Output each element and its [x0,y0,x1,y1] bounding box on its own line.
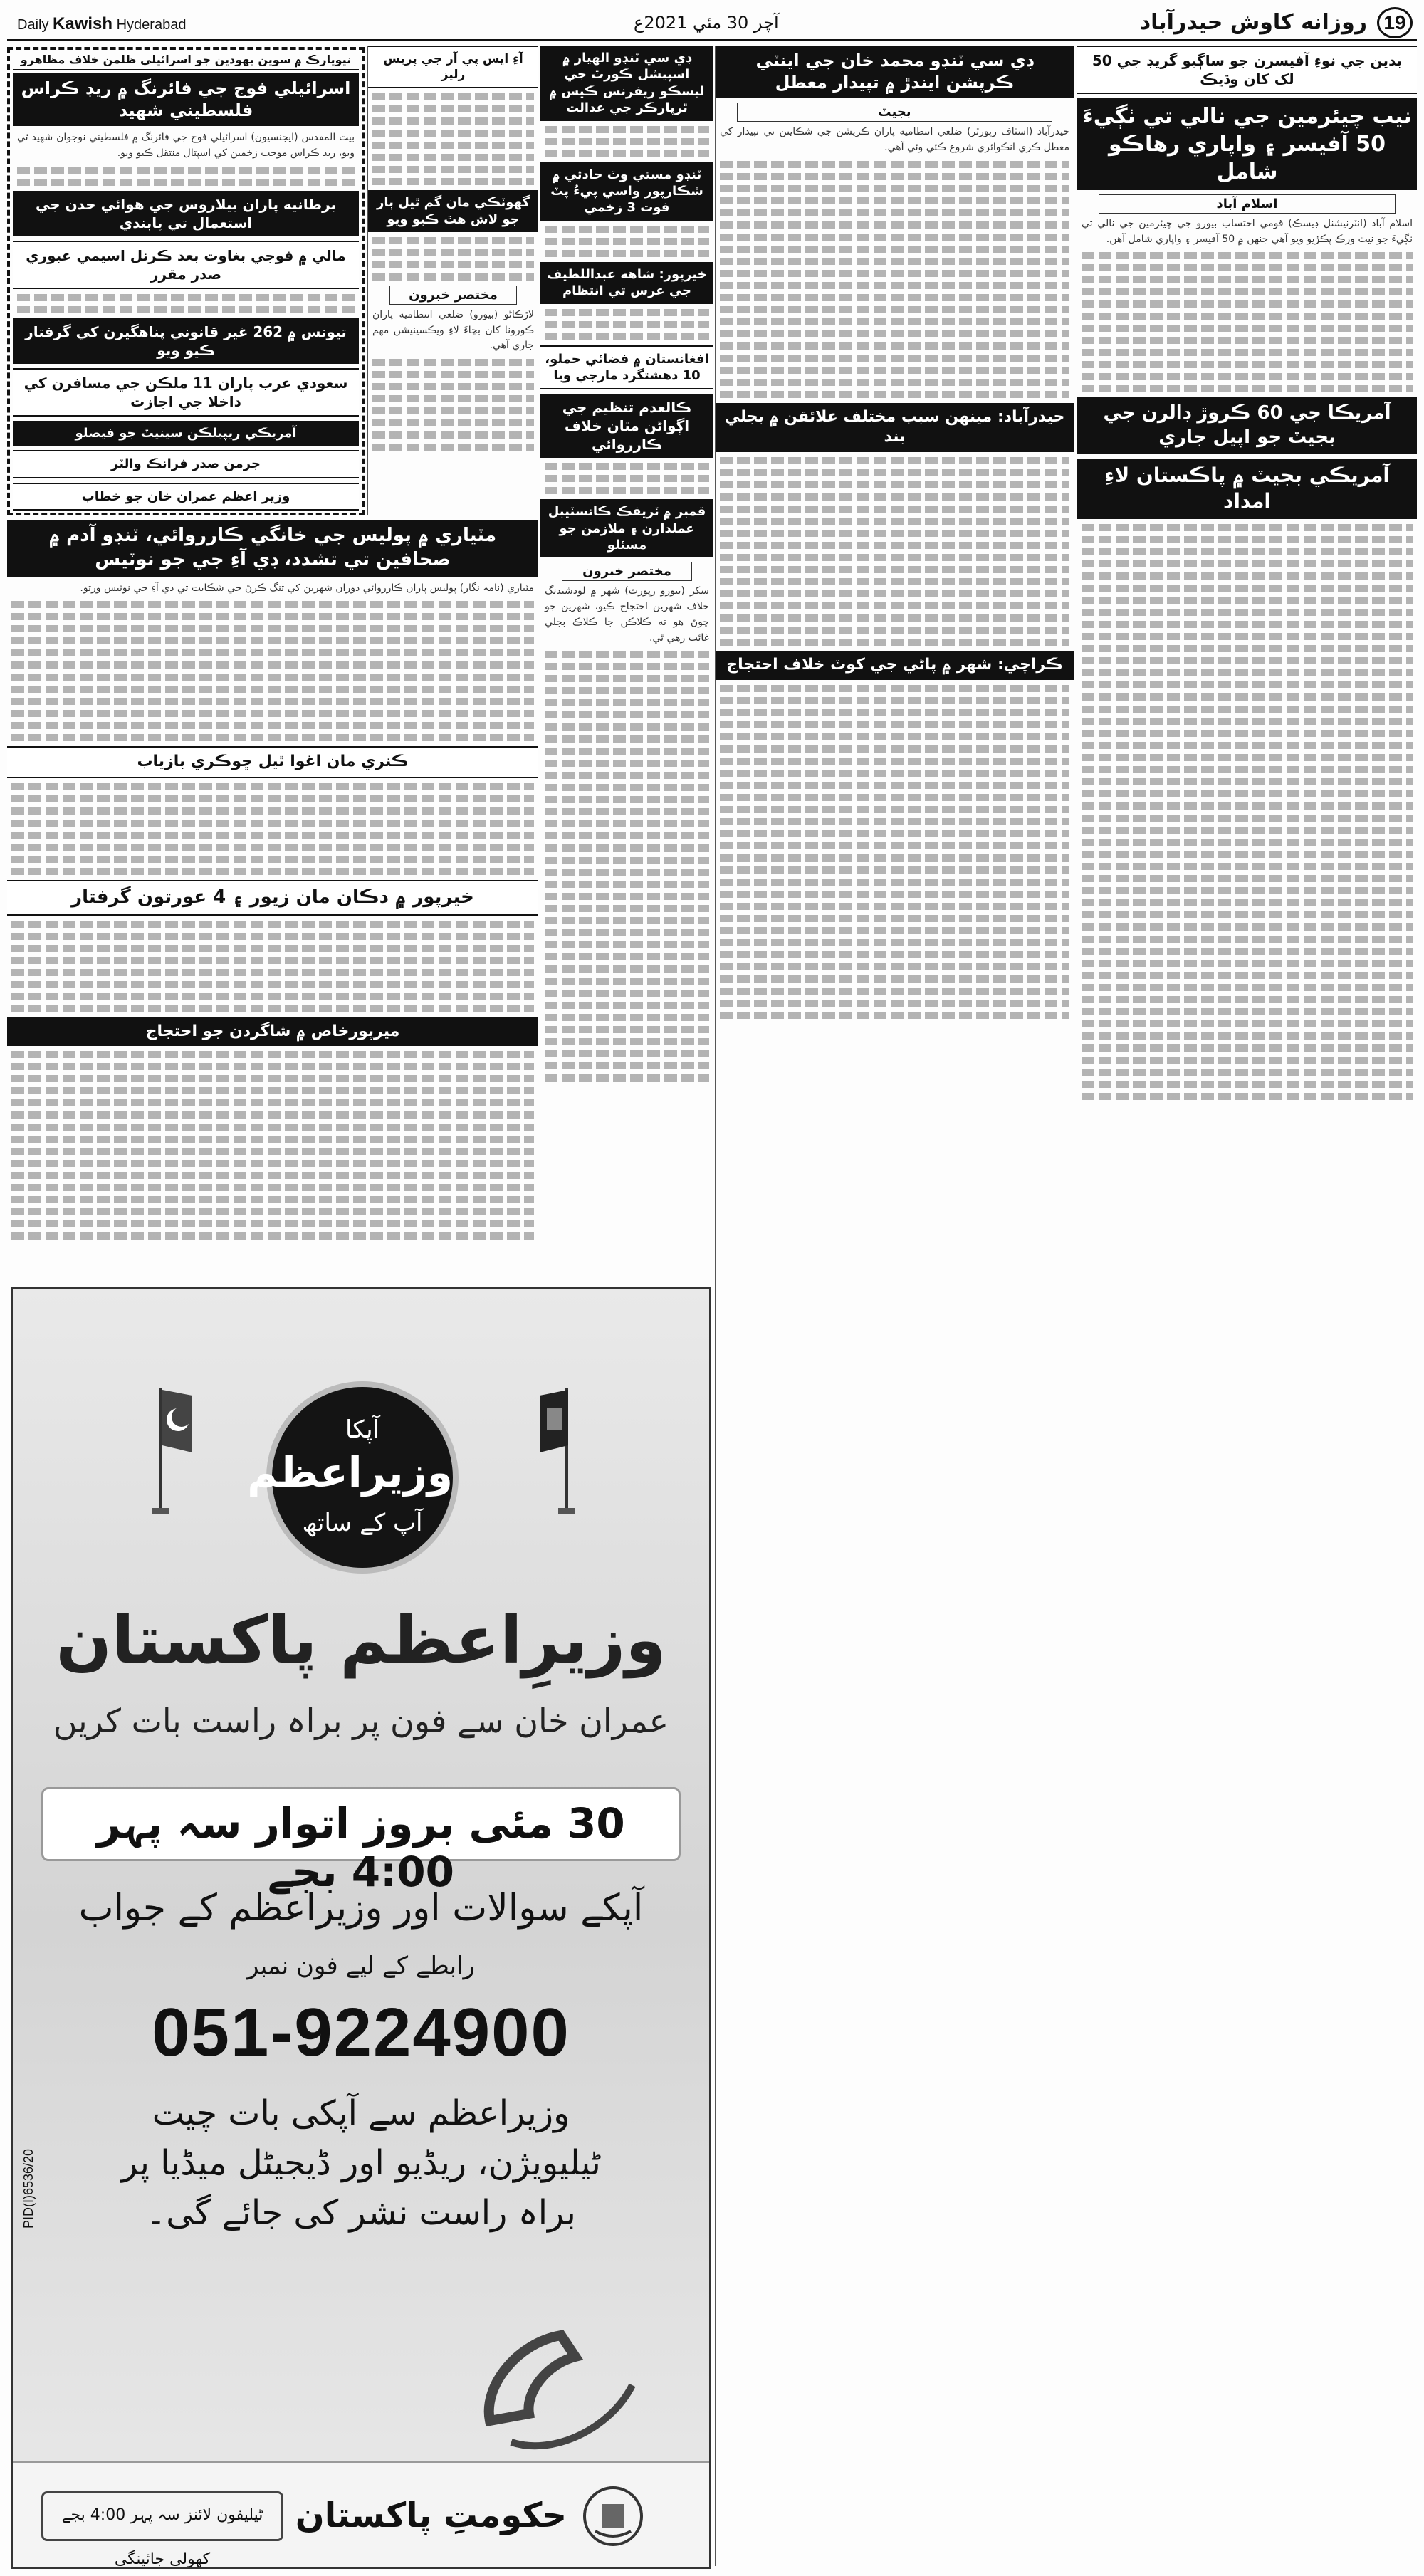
ad-broadcast-line-2: ٹیلیویژن، ریڈیو اور ڈیجیٹل میڈیا پر [121,2143,601,2183]
badge-top-text: آپکا [345,1415,380,1444]
ad-footer [13,2461,709,2567]
headline: جرمن صدر فرانڪ والٽر [13,450,359,478]
masthead-city: Hyderabad [116,17,187,33]
ad-pid-code: PID(I)6536/20 [21,2148,36,2229]
masthead-name: Kawish [53,14,113,33]
dateline: اسلام آباد [1099,194,1396,214]
ad-title: وزیرِاعظم پاکستان [56,1602,666,1678]
headline: آءِ ايس پي آر جي پريس رليز [368,46,538,88]
column-3 [540,46,713,1284]
ad-contact-label: رابطے کے لیے فون نمبر [247,1952,475,1980]
headline: وزير اعظم عمران خان جو خطاب [13,483,359,511]
headline: تيونس ۾ 262 غير قانوني پناهگيرن کي گرفتار ڪيو ويو [13,318,359,364]
masthead-title: روزانه كاوش حيدرآباد [1139,10,1367,35]
headline: ميرپورخاص ۾ شاگردن جو احتجاج [7,1017,538,1047]
column-2 [715,46,1074,2566]
article-body: حيدرآباد (اسٽاف رپورٽر) ضلعي انتظاميه پاران ڪرپشن جي شڪايتن تي تپيدار کي معطل ڪري انڪوائري شروع ڪئي وئي آهي. [720,126,1069,154]
telephone-handset-icon [468,2314,654,2471]
pm-logo-badge [247,1381,459,1574]
headline: ڪراچي: شهر ۾ پاڻي جي کوٽ خلاف احتجاج [716,651,1074,680]
pakistan-flag-icon [127,1374,195,1517]
masthead-english [17,14,186,34]
headline: مٽياري ۾ پوليس جي خانگي ڪارروائي، ٽنڊو آدم ۾ صحافين تي تشدد، ڊي آءِ جي جو نوٽيس [7,520,538,577]
dateline: بجيٽ [737,103,1052,122]
government-emblem-icon [581,2484,645,2548]
headline: افغانستان ۾ فضائي حملو، 10 دهشتگرد مارجي ويا [540,345,713,390]
headline: گهوٽڪي مان گم ٿيل ٻار جو لاش هٿ ڪيو ويو [368,190,538,232]
badge-bottom-text: آپ کے ساتھ [302,1509,423,1537]
section-label: مختصر خبرون [562,562,692,581]
headline: ڪالعدم تنظيم جي اڳواڻن مٿان خلاف ڪارروائي [540,394,713,458]
ad-date-time: 30 مئی بروز اتوار سہ پہر 4:00 بجے [97,1799,625,1896]
headline: مالي ۾ فوجي بغاوت بعد ڪرنل اسيمي عبوري صدر مقرر [13,241,359,289]
ad-questions-line: آپکے سوالات اور وزیراعظم کے جواب [78,1887,644,1930]
ad-broadcast-line-3: براہ راست نشر کی جائے گی۔ [146,2193,576,2233]
article-body: لاڙڪاڻو (بيورو) ضلعي انتظاميه پاران ڪورونا کان بچاءَ لاءِ ويڪسينيشن مهم جاري آهي. [372,308,534,352]
headline: اسرائيلي فوج جي فائرنگ ۾ ريڊ ڪراس فلسطيني شهيد [13,73,359,126]
article-body: سکر (بيورو رپورٽ) شهر ۾ لوڊشيڊنگ خلاف شهرين احتجاج ڪيو، شهرين جو چوڻ هو ته ڪلاڪن جا ڪلاڪ بجلي غائب رهي ٿي. [545,585,709,644]
headline: ٽنڊو مستي وٽ حادثي ۾ شڪارپور واسي پيءُ پٽ فوت 3 زخمي [540,162,713,221]
article-body: بيت المقدس (ايجنسيون) اسرائيلي فوج جي فائرنگ ۾ فلسطيني نوجوان شهيد ٿي ويو، ريڊ ڪراس موجب زخمين کي اسپتال منتقل ڪيو ويو. [17,132,355,159]
ad-date-band [41,1787,681,1896]
headline: ڪنري مان اغوا ٿيل ڇوڪري بازياب [7,746,538,778]
headline: قمبر ۾ ٽريفڪ ڪانسٽيبل عملدارن ۽ ملازمن جو مسئلو [540,499,713,557]
headline: آمريڪي بجيٽ ۾ پاڪستان لاءِ امداد [1077,459,1417,519]
column-1 [1077,46,1417,2566]
headline: ڊي سي ٽنڊو محمد خان جي اينٽي ڪرپشن ايندڙ ۾ تپيدار معطل [716,46,1074,98]
ad-phone-number: 051-9224900 [152,1994,570,2070]
headline: نيب چيئرمين جي نالي تي ٺڳيءَ 50 آفيسر ۽ واپاري رهاڪو شامل [1077,98,1417,190]
article-body: اسلام آباد (انٽرنيشنل ڊيسڪ) قومي احتساب بيورو جي چيئرمين جي نالي تي ٺڳيءَ جو نيٽ ورڪ پڪڙيو ويو آهي جنهن ۾ 50 آفيسر ۽ واپاري شامل آهن. [1082,218,1413,245]
masthead-prefix: Daily [17,17,49,33]
headline: بدين جي نوءِ آفيسرن جو ساڳيو گريڊ جي 50 لک کان وڌيڪ [1077,46,1417,94]
headline: خيرپور: شاهه عبداللطيف جي عرس تي انتظام [540,262,713,304]
headline: خيرپور ۾ دڪان مان زيور ۽ 4 عورتون گرفتار [7,880,538,916]
headline: برطانيه پاران بيلاروس جي هوائي حدن جي استعمال تي پابندي [13,191,359,236]
pm-advertisement [11,1287,711,2569]
pakistan-emblem-flag-icon [533,1374,601,1517]
page-number: 19 [1377,7,1413,38]
headline: سعودي عرب پاران 11 ملڪن جي مسافرن کي داخلا جي اجازت [13,368,359,417]
world-news-box [7,47,365,515]
world-news-strap: نيويارڪ ۾ سوين يهودين جو اسرائيلي ظلمن خلاف مظاهرو [13,53,359,70]
headline: آمريڪا جي 60 ڪروڙ ڊالرن جي بجيٽ جو اپيل جاري [1077,397,1417,454]
masthead [7,6,1417,41]
article-body: مٽياري (نامہ نگار) پوليس پاران ڪارروائي دوران شهرين کي تنگ ڪرڻ جي شڪايت تي ڊي آءِ جي نوٽيس ورتو. [80,582,534,594]
lower-left-section [7,520,538,1282]
ad-government-label: حکومتِ پاکستان [295,2496,567,2535]
headline: حيدرآباد: مينهن سبب مختلف علائقن ۾ بجلي بند [716,403,1074,452]
masthead-date: آچر 30 مئي 2021ع [634,13,779,33]
badge-main-text: وزیراعظم [247,1448,453,1497]
ad-subtitle: عمران خان سے فون پر براہ راست بات کریں [53,1702,669,1740]
column-4 [367,46,538,515]
ad-broadcast-line-1: وزیراعظم سے آپکی بات چیت [152,2093,570,2133]
headline: آمريڪي ريپبلڪن سينيٽ جو فيصلو [13,421,359,446]
section-label: مختصر خبرون [389,286,517,305]
ad-phone-lines-note: ٹیلیفون لائنز سہ پہر 4:00 بجے کھولی جائینگی [41,2491,283,2541]
headline: ڊي سي ٽنڊو الهيار ۾ اسپيشل ڪورٽ جي ليسڪو ريفرنس ڪيس ۾ ٿرپارڪر جي عدالت [540,46,713,121]
